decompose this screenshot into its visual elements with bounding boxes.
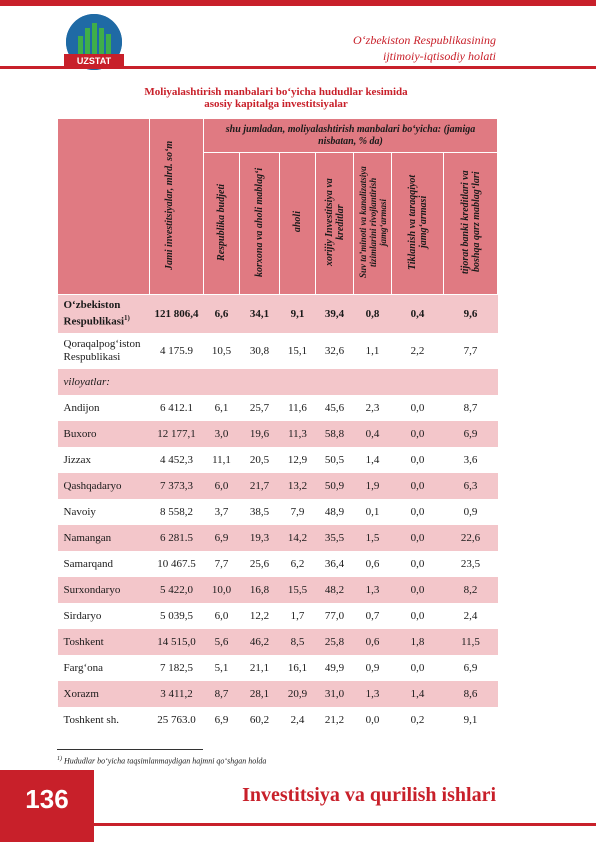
table-row [58, 551, 498, 577]
region-name: Samarqand [58, 551, 150, 577]
cell: 2,3 [354, 395, 392, 421]
cell: 0,0 [392, 499, 444, 525]
cell: 32,6 [316, 333, 354, 369]
table-row [58, 447, 498, 473]
table-row [58, 603, 498, 629]
cell: 0,0 [354, 707, 392, 733]
cell-total: 5 039,5 [150, 603, 204, 629]
cell: 10,5 [204, 333, 240, 369]
cell: 0,9 [444, 499, 498, 525]
cell: 6,1 [204, 395, 240, 421]
cell: 19,3 [240, 525, 280, 551]
cell: 0,0 [392, 447, 444, 473]
cell: 16,8 [240, 577, 280, 603]
cell: 15,5 [280, 577, 316, 603]
cell: 21,1 [240, 655, 280, 681]
cell: 1,9 [354, 473, 392, 499]
running-header-line2: ijtimoiy-iqtisodiy holati [383, 49, 496, 63]
cell: 46,2 [240, 629, 280, 655]
header-col-6: Tiklanish va taraqqiyot jamg‘armasi [392, 153, 444, 295]
cell: 45,6 [316, 395, 354, 421]
cell: 1,5 [354, 525, 392, 551]
cell: 9,1 [280, 295, 316, 334]
cell: 0,6 [354, 629, 392, 655]
cell: 8,7 [204, 681, 240, 707]
cell: 39,4 [316, 295, 354, 334]
table-title-line2: asosiy kapitalga investitsiyalar [204, 98, 348, 110]
table-row [58, 473, 498, 499]
cell: 0,0 [392, 551, 444, 577]
cell: 8,6 [444, 681, 498, 707]
table-row [58, 577, 498, 603]
region-name: Namangan [58, 525, 150, 551]
cell: 6,9 [204, 525, 240, 551]
cell: 3,0 [204, 421, 240, 447]
cell: 19,6 [240, 421, 280, 447]
cell: 0,0 [392, 421, 444, 447]
table-title-line1: Moliyalashtirish manbalari bo‘yicha hududlar kesimida [144, 86, 408, 98]
investment-table [57, 118, 498, 733]
region-name: Andijon [58, 395, 150, 421]
cell-total: 10 467.5 [150, 551, 204, 577]
table-row [58, 395, 498, 421]
cell: 9,1 [444, 707, 498, 733]
cell: 12,9 [280, 447, 316, 473]
region-name: Toshkent [58, 629, 150, 655]
cell: 10,0 [204, 577, 240, 603]
table-row-republic [58, 295, 498, 334]
cell: 23,5 [444, 551, 498, 577]
header-col-7: tijorat banki kreditlari va boshqa qarz mablag‘lari [444, 153, 498, 295]
cell: 1,3 [354, 681, 392, 707]
cell: 12,2 [240, 603, 280, 629]
cell-total: 6 281.5 [150, 525, 204, 551]
table-title [56, 86, 496, 110]
cell: 0,0 [392, 395, 444, 421]
running-header [353, 32, 496, 64]
header-col-2: korxona va aholi mablag‘i [240, 153, 280, 295]
cell-total: 5 422,0 [150, 577, 204, 603]
cell: 1,3 [354, 577, 392, 603]
region-name: Sirdaryo [58, 603, 150, 629]
cell: 20,5 [240, 447, 280, 473]
region-name: Surxondaryo [58, 577, 150, 603]
cell: 0,9 [354, 655, 392, 681]
cell: 49,9 [316, 655, 354, 681]
cell-total: 8 558,2 [150, 499, 204, 525]
cell-total: 6 412.1 [150, 395, 204, 421]
cell: 11,6 [280, 395, 316, 421]
cell: 5,6 [204, 629, 240, 655]
cell: 11,3 [280, 421, 316, 447]
cell: 0,0 [392, 603, 444, 629]
cell: 36,4 [316, 551, 354, 577]
cell: 3,6 [444, 447, 498, 473]
header-col-5: Suv ta’minoti va kanalizatsiya tizimlarini rivojlantirish jamg‘armasi [354, 153, 392, 295]
cell: 60,2 [240, 707, 280, 733]
logo-text: UZSTAT [64, 54, 124, 68]
region-name: Buxoro [58, 421, 150, 447]
region-name: Qoraqalpog‘iston Respublikasi [58, 333, 150, 369]
cell: 11,5 [444, 629, 498, 655]
cell: 1,4 [392, 681, 444, 707]
cell-total: 14 515,0 [150, 629, 204, 655]
cell: 16,1 [280, 655, 316, 681]
cell: 1,1 [354, 333, 392, 369]
cell: 0,6 [354, 551, 392, 577]
cell-total: 7 182,5 [150, 655, 204, 681]
section-title: Investitsiya va qurilish ishlari [242, 784, 496, 806]
running-header-line1: O‘zbekiston Respublikasining [353, 33, 496, 47]
cell-total: 121 806,4 [150, 295, 204, 334]
header-divider [0, 66, 596, 69]
cell: 8,7 [444, 395, 498, 421]
cell: 28,1 [240, 681, 280, 707]
cell-total: 7 373,3 [150, 473, 204, 499]
cell: 6,0 [204, 473, 240, 499]
cell-total: 4 175.9 [150, 333, 204, 369]
cell: 7,9 [280, 499, 316, 525]
cell-total: 12 177,1 [150, 421, 204, 447]
cell: 6,9 [444, 421, 498, 447]
cell: 50,9 [316, 473, 354, 499]
footnote-divider [57, 749, 203, 750]
page-number: 136 [0, 770, 94, 842]
cell: 2,4 [280, 707, 316, 733]
cell: 8,5 [280, 629, 316, 655]
header-group: shu jumladan, moliyalashtirish manbalari bo‘yicha: (jamiga nisbatan, % da) [204, 119, 498, 153]
table-row-karakalpak [58, 333, 498, 369]
table-row [58, 525, 498, 551]
cell: 6,2 [280, 551, 316, 577]
cell: 50,5 [316, 447, 354, 473]
table-subheader-row [58, 369, 498, 395]
header-corner-cell [58, 119, 150, 295]
cell: 13,2 [280, 473, 316, 499]
cell: 15,1 [280, 333, 316, 369]
header-col-3: aholi [280, 153, 316, 295]
cell-total: 25 763.0 [150, 707, 204, 733]
cell: 2,4 [444, 603, 498, 629]
header-col-1: Respublika budjeti [204, 153, 240, 295]
cell-total: 4 452,3 [150, 447, 204, 473]
cell: 7,7 [204, 551, 240, 577]
cell: 22,6 [444, 525, 498, 551]
table-row [58, 655, 498, 681]
cell: 34,1 [240, 295, 280, 334]
cell: 0,4 [354, 421, 392, 447]
cell: 1,7 [280, 603, 316, 629]
cell: 31,0 [316, 681, 354, 707]
table-row [58, 499, 498, 525]
cell: 21,7 [240, 473, 280, 499]
cell: 77,0 [316, 603, 354, 629]
cell: 0,2 [392, 707, 444, 733]
region-name: Toshkent sh. [58, 707, 150, 733]
cell: 1,4 [354, 447, 392, 473]
header-col-4: xorijiy Investitsiya va kreditlar [316, 153, 354, 295]
region-name: Jizzax [58, 447, 150, 473]
cell: 0,7 [354, 603, 392, 629]
cell: 0,0 [392, 525, 444, 551]
table-row [58, 707, 498, 733]
cell: 0,8 [354, 295, 392, 334]
cell: 3,7 [204, 499, 240, 525]
cell: 6,9 [444, 655, 498, 681]
cell: 0,0 [392, 473, 444, 499]
cell: 0,1 [354, 499, 392, 525]
table-row [58, 681, 498, 707]
cell: 48,9 [316, 499, 354, 525]
cell: 8,2 [444, 577, 498, 603]
cell: 25,7 [240, 395, 280, 421]
cell: 25,8 [316, 629, 354, 655]
cell: 0,0 [392, 577, 444, 603]
cell: 2,2 [392, 333, 444, 369]
subheader-label: viloyatlar: [58, 369, 498, 395]
region-name: Xorazm [58, 681, 150, 707]
cell: 48,2 [316, 577, 354, 603]
cell: 6,0 [204, 603, 240, 629]
cell: 20,9 [280, 681, 316, 707]
cell-total: 3 411,2 [150, 681, 204, 707]
region-name: Navoiy [58, 499, 150, 525]
footnote: $^{1)}$ Hududlar bo‘yicha taqsimlanmaydigan hajmni qo‘shgan holda [57, 756, 267, 766]
region-name: O‘zbekiston Respublikasi$^{1)}$ [58, 295, 150, 334]
cell: 7,7 [444, 333, 498, 369]
table-row [58, 629, 498, 655]
table-row [58, 421, 498, 447]
region-name: Farg‘ona [58, 655, 150, 681]
cell: 0,4 [392, 295, 444, 334]
cell: 35,5 [316, 525, 354, 551]
cell: 11,1 [204, 447, 240, 473]
cell: 6,3 [444, 473, 498, 499]
cell: 5,1 [204, 655, 240, 681]
cell: 21,2 [316, 707, 354, 733]
header-total: Jami investitsiyalar, mlrd. so‘m [150, 119, 204, 295]
cell: 0,0 [392, 655, 444, 681]
cell: 14,2 [280, 525, 316, 551]
region-name: Qashqadaryo [58, 473, 150, 499]
cell: 58,8 [316, 421, 354, 447]
cell: 30,8 [240, 333, 280, 369]
cell: 1,8 [392, 629, 444, 655]
cell: 38,5 [240, 499, 280, 525]
cell: 9,6 [444, 295, 498, 334]
cell: 6,9 [204, 707, 240, 733]
cell: 6,6 [204, 295, 240, 334]
cell: 25,6 [240, 551, 280, 577]
